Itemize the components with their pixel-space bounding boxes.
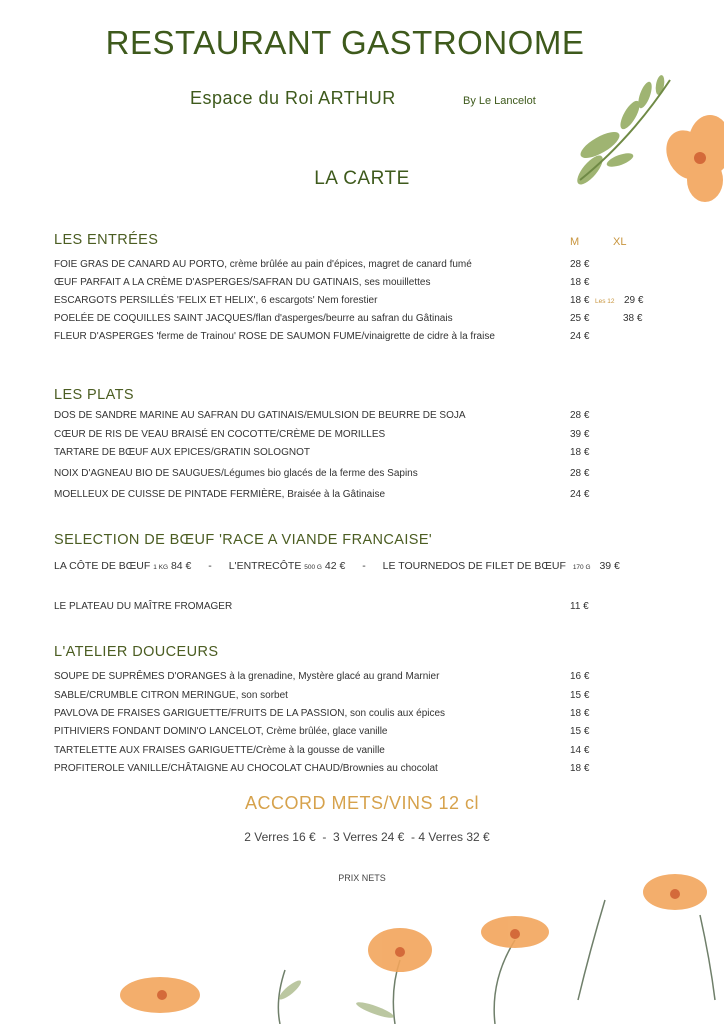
menu-item [54, 708, 694, 724]
prices-note: PRIX NETS [338, 873, 386, 883]
section-plats-heading: LES PLATS [54, 387, 134, 403]
menu-item [54, 726, 694, 742]
menu-item [54, 259, 694, 275]
menu-item-fromage [54, 601, 694, 617]
menu-item-text: FOIE GRAS DE CANARD AU PORTO, crème brûlée au pain d'épices, magret de canard fumé [54, 259, 472, 270]
beef-selection-line [54, 560, 620, 572]
menu-item [54, 690, 694, 706]
menu-item [54, 331, 694, 347]
menu-item-text: POELÉE DE COQUILLES SAINT JACQUES/flan d'asperges/beurre au safran du Gâtinais [54, 313, 453, 324]
menu-item-price: 11 € [570, 601, 589, 612]
menu-item-text: PITHIVIERS FONDANT DOMIN'O LANCELOT, Crème brûlée, glace vanille [54, 726, 388, 737]
flower-bouquet-top-icon [560, 60, 724, 215]
menu-item [54, 295, 694, 311]
beef-entrecote-weight: 500 G [304, 564, 322, 571]
menu-item-price: 15 € [570, 690, 590, 701]
column-header-m: M [570, 236, 580, 248]
menu-item-price: 28 € [570, 410, 590, 421]
beef-tournedos-label: LE TOURNEDOS DE FILET DE BŒUF [382, 560, 566, 572]
menu-item-price: 14 € [570, 745, 590, 756]
menu-item-quantity-note: Les 12 [595, 298, 615, 305]
menu-item-text: PAVLOVA DE FRAISES GARIGUETTE/FRUITS DE LA PASSION, son coulis aux épices [54, 708, 446, 719]
menu-item [54, 468, 694, 484]
menu-item [54, 429, 694, 445]
menu-item-price: 18 € [570, 447, 590, 458]
section-boeuf-heading: SELECTION DE BŒUF 'RACE A VIANDE FRANCAISE' [54, 532, 433, 548]
menu-item-text: LE PLATEAU DU MAÎTRE FROMAGER [54, 601, 233, 612]
menu-item-text: NOIX D'AGNEAU BIO DE SAUGUES/Légumes bio glacés de la ferme des Sapins [54, 468, 418, 479]
beef-cote-weight: 1 KG [153, 564, 169, 571]
menu-item-price-xl: 38 € [623, 313, 643, 324]
beef-entrecote-price: 42 € [324, 560, 346, 572]
menu-item-text: TARTARE DE BŒUF AUX EPICES/GRATIN SOLOGNOT [54, 447, 310, 458]
restaurant-subtitle: Espace du Roi ARTHUR [190, 88, 396, 108]
menu-item-price: 24 € [570, 331, 590, 342]
menu-item-text: TARTELETTE AUX FRAISES GARIGUETTE/Crème à la gousse de vanille [54, 745, 385, 756]
beef-cote-price: 84 € [170, 560, 192, 572]
menu-item [54, 447, 694, 463]
restaurant-title: RESTAURANT GASTRONOME [105, 24, 585, 61]
flower-field-bottom-icon [100, 860, 724, 1024]
menu-item-price: 18 € [570, 295, 590, 306]
beef-separator: - [362, 560, 366, 572]
beef-separator: - [208, 560, 212, 572]
restaurant-byline: By Le Lancelot [463, 95, 536, 107]
menu-item-price: 39 € [570, 429, 590, 440]
menu-item-price: 18 € [570, 708, 590, 719]
menu-item-text: PROFITEROLE VANILLE/CHÂTAIGNE AU CHOCOLAT CHAUD/Brownies au chocolat [54, 763, 438, 774]
beef-entrecote-label: L'ENTRECÔTE [228, 560, 302, 572]
wine-pairing-prices: 2 Verres 16 € - 3 Verres 24 € - 4 Verres 32 € [244, 830, 490, 844]
menu-item-price: 18 € [570, 277, 590, 288]
menu-item-text: DOS DE SANDRE MARINE AU SAFRAN DU GATINAIS/EMULSION DE BEURRE DE SOJA [54, 410, 466, 421]
menu-item-text: SABLE/CRUMBLE CITRON MERINGUE, son sorbet [54, 690, 288, 701]
menu-item [54, 489, 694, 505]
menu-item [54, 763, 694, 779]
beef-tournedos-weight: 170 G [572, 564, 591, 571]
menu-item-price: 16 € [570, 671, 590, 682]
menu-item [54, 410, 694, 426]
menu-item-text: ŒUF PARFAIT A LA CRÈME D'ASPERGES/SAFRAN DU GATINAIS, ses mouillettes [54, 277, 431, 288]
menu-item-price: 28 € [570, 468, 590, 479]
menu-item-price: 18 € [570, 763, 590, 774]
menu-item-text: MOELLEUX DE CUISSE DE PINTADE FERMIÈRE, Braisée à la Gâtinaise [54, 489, 386, 500]
menu-item-text: ESCARGOTS PERSILLÉS 'FELIX ET HELIX', 6 escargots' Nem forestier [54, 295, 378, 306]
column-header-xl: XL [613, 236, 627, 248]
menu-item-price: 28 € [570, 259, 590, 270]
menu-item-price: 15 € [570, 726, 590, 737]
section-douceurs-heading: L'ATELIER DOUCEURS [54, 644, 219, 660]
menu-item-text: FLEUR D'ASPERGES 'ferme de Trainou' ROSE DE SAUMON FUME/vinaigrette de cidre à la fraise [54, 331, 495, 342]
menu-item-price: 25 € [570, 313, 590, 324]
menu-item-text: CŒUR DE RIS DE VEAU BRAISÉ EN COCOTTE/CRÈME DE MORILLES [54, 429, 386, 440]
menu-item [54, 671, 694, 687]
menu-item [54, 277, 694, 293]
beef-tournedos-price: 39 € [599, 560, 620, 572]
menu-item-price: 24 € [570, 489, 590, 500]
menu-item-price-xl: 29 € [624, 295, 644, 306]
section-entrees-heading: LES ENTRÉES [54, 232, 159, 248]
menu-item [54, 745, 694, 761]
wine-pairing-title: ACCORD METS/VINS 12 cl [244, 793, 480, 813]
beef-cote-label: LA CÔTE DE BŒUF [54, 560, 151, 572]
menu-item [54, 313, 694, 329]
menu-item-text: SOUPE DE SUPRÊMES D'ORANGES à la grenadine, Mystère glacé au grand Marnier [54, 671, 440, 682]
menu-heading: LA CARTE [314, 168, 410, 189]
